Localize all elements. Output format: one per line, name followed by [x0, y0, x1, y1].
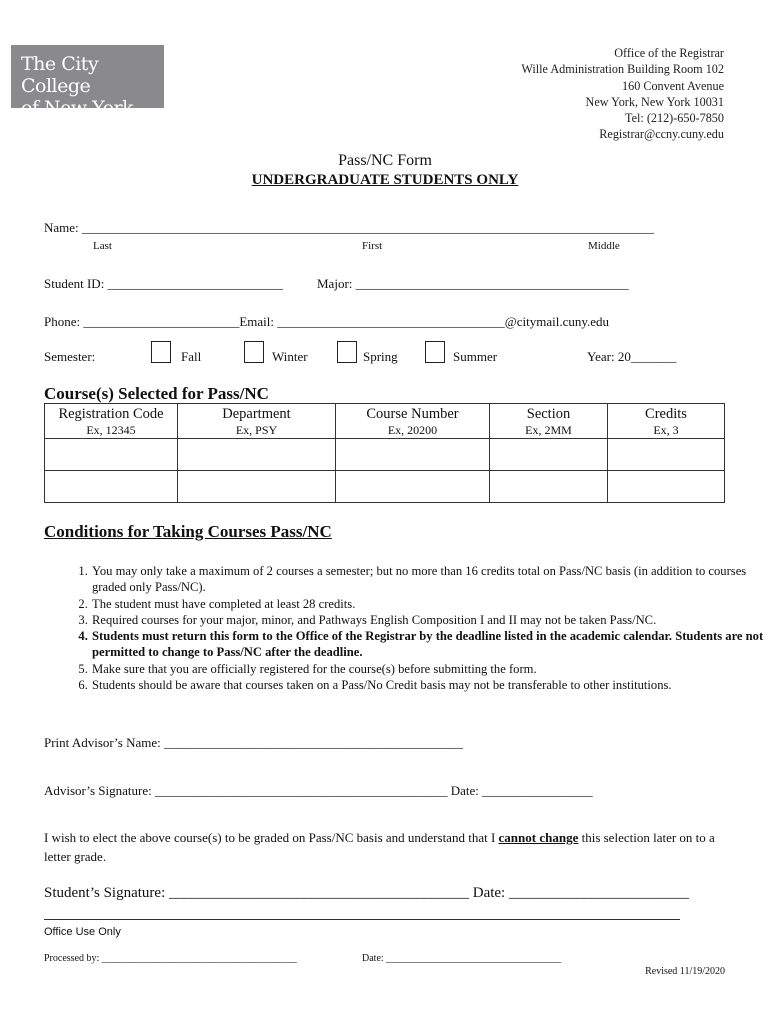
- address-line: New York, New York 10031: [585, 94, 724, 109]
- courses-heading: Course(s) Selected for Pass/NC: [44, 384, 269, 403]
- name-middle-label: Middle: [588, 240, 620, 252]
- course-number-cell[interactable]: [336, 471, 490, 503]
- address-email: Registrar@ccny.cuny.edu: [599, 127, 724, 142]
- column-header: Credits: [645, 406, 687, 422]
- student-id-field[interactable]: Student ID: ___________________________: [44, 276, 284, 291]
- section-cell[interactable]: [490, 471, 608, 503]
- year-field[interactable]: Year: 20_______: [587, 349, 677, 364]
- spring-checkbox[interactable]: [337, 341, 357, 363]
- election-statement: [44, 828, 730, 866]
- advisor-signature-field[interactable]: Advisor’s Signature: _____________________________________________ Date: _________________: [44, 783, 593, 798]
- form-title: Pass/NC Form: [338, 152, 432, 169]
- address-line: Tel: (212)-650-7850: [625, 111, 724, 126]
- department-cell[interactable]: [178, 439, 336, 471]
- registration-code-cell[interactable]: [45, 471, 178, 503]
- divider: [44, 919, 680, 920]
- column-header: Course Number: [366, 406, 459, 422]
- office-use-label: Office Use Only: [44, 926, 121, 938]
- registrar-address: [521, 45, 724, 143]
- column-example: Ex, 3: [653, 423, 679, 437]
- list-item: 6. Students should be aware that courses taken on a Pass/No Credit basis may not be transferable to other institutions.: [91, 677, 770, 693]
- list-item: 3. Required courses for your major, minor, and Pathways English Composition I and II may not be taken Pass/NC.: [91, 612, 770, 628]
- department-cell[interactable]: [178, 471, 336, 503]
- column-header: Department: [222, 406, 291, 422]
- list-item: 1. You may only take a maximum of 2 courses a semester; but no more than 16 credits total on Pass/NC basis (in addition to courses graded only Pass/NC).: [91, 563, 770, 596]
- col-credits: [608, 404, 725, 439]
- phone-email-field[interactable]: Phone: ________________________Email: ___________________________________@citymail.cuny.edu: [44, 314, 610, 329]
- section-cell[interactable]: [490, 439, 608, 471]
- course-number-cell[interactable]: [336, 439, 490, 471]
- college-logo: [11, 45, 164, 119]
- courses-table: [44, 403, 725, 503]
- col-course-number: [336, 404, 490, 439]
- conditions-list: [44, 563, 770, 693]
- address-line: Wille Administration Building Room 102: [521, 62, 724, 77]
- registration-code-cell[interactable]: [45, 439, 178, 471]
- fall-label: Fall: [181, 349, 202, 364]
- col-registration-code: [45, 404, 178, 439]
- list-item: 5. Make sure that you are officially registered for the course(s) before submitting the form.: [91, 661, 770, 677]
- election-text-end: this selection later on to a letter grade.: [44, 830, 715, 864]
- semester-label: Semester:: [44, 349, 96, 364]
- table-row: [45, 471, 725, 503]
- spring-label: Spring: [363, 349, 398, 364]
- advisor-name-field[interactable]: Print Advisor’s Name: ______________________________________________: [44, 735, 464, 750]
- credits-cell[interactable]: [608, 439, 725, 471]
- office-date-field[interactable]: Date: ___________________________________: [362, 953, 562, 964]
- processed-by-field[interactable]: Processed by: _______________________________________: [44, 953, 297, 964]
- student-signature-field[interactable]: Student’s Signature: ________________________________________ Date: ________________________: [44, 885, 689, 901]
- logo-line-1: The City College: [21, 53, 99, 97]
- column-example: Ex, PSY: [235, 423, 278, 437]
- form-subtitle: UNDERGRADUATE STUDENTS ONLY: [251, 172, 519, 188]
- fall-checkbox[interactable]: [151, 341, 171, 363]
- winter-checkbox[interactable]: [244, 341, 264, 363]
- table-header-row: [45, 404, 725, 439]
- column-example: Ex, 20200: [387, 423, 438, 437]
- winter-label: Winter: [272, 349, 308, 364]
- summer-checkbox[interactable]: [425, 341, 445, 363]
- column-example: Ex, 2MM: [525, 423, 572, 437]
- election-text: I wish to elect the above course(s) to be graded on Pass/NC basis and understand that I: [44, 830, 499, 845]
- conditions-heading: Conditions for Taking Courses Pass/NC: [44, 522, 332, 541]
- table-row: [45, 439, 725, 471]
- summer-label: Summer: [453, 349, 498, 364]
- col-department: [178, 404, 336, 439]
- revised-date: Revised 11/19/2020: [645, 966, 725, 977]
- column-example: Ex, 12345: [86, 423, 136, 437]
- col-section: [490, 404, 608, 439]
- name-first-label: First: [362, 240, 383, 252]
- list-item: 2. The student must have completed at least 28 credits.: [91, 596, 770, 612]
- address-line: Office of the Registrar: [614, 46, 724, 60]
- cannot-change-text: cannot change: [498, 830, 579, 845]
- major-field[interactable]: Major: __________________________________________: [317, 276, 629, 291]
- address-line: 160 Convent Avenue: [622, 78, 724, 93]
- column-header: Section: [526, 406, 571, 422]
- name-last-label: Last: [93, 240, 112, 252]
- column-header: Registration Code: [58, 406, 164, 422]
- name-field[interactable]: Name: ________________________________________________________________________________________: [44, 220, 654, 235]
- list-item: 4. Students must return this form to the Office of the Registrar by the deadline listed in the academic calendar. Students are not permitted to change to Pass/NC after the deadline.: [91, 628, 770, 661]
- logo-line-2: of New York: [21, 97, 134, 119]
- credits-cell[interactable]: [608, 471, 725, 503]
